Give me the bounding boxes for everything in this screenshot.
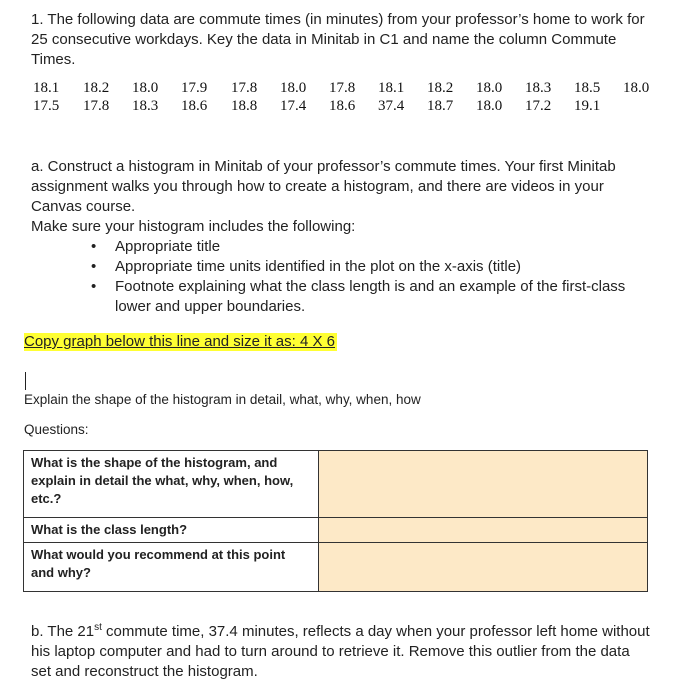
- data-value: 18.5: [574, 80, 601, 96]
- table-row: [24, 518, 648, 543]
- answer-cell[interactable]: [319, 543, 648, 592]
- data-value: 17.8: [329, 80, 356, 96]
- part-b-text-start: b. The 21: [31, 623, 95, 640]
- table-row: [24, 451, 648, 518]
- data-value: 18.1: [33, 80, 60, 96]
- requirements-list: [31, 237, 651, 317]
- data-value: 18.6: [329, 98, 356, 114]
- data-value: 18.0: [280, 80, 307, 96]
- data-value: 17.5: [33, 98, 60, 114]
- data-value: 18.1: [378, 80, 405, 96]
- data-value: 17.4: [280, 98, 307, 114]
- data-value: 18.0: [476, 80, 503, 96]
- data-value: 18.2: [83, 80, 110, 96]
- bullet-item: • Appropriate title: [31, 237, 651, 257]
- data-value: 18.6: [181, 98, 208, 114]
- question-cell: What is the class length?: [24, 518, 319, 543]
- ordinal-suffix: st: [94, 622, 102, 633]
- data-value: 17.2: [525, 98, 552, 114]
- data-value: 18.0: [476, 98, 503, 114]
- data-value: 18.8: [231, 98, 258, 114]
- highlighted-copy-instruction: Copy graph below this line and size it as: 4 X 6: [24, 333, 336, 350]
- data-value: 19.1: [574, 98, 601, 114]
- data-value: 18.3: [525, 80, 552, 96]
- table-row: [24, 543, 648, 592]
- questions-table: [23, 450, 648, 592]
- data-value: 18.0: [623, 80, 650, 96]
- part-b-text-end: commute time, 37.4 minutes, reflects a day when your professor left home without his laptop computer and had to turn around to retrieve it. Remove this outlier from the data set and reconstruct the histogram.: [31, 623, 650, 680]
- data-value: 18.7: [427, 98, 454, 114]
- bullet-item: • Appropriate time units identified in the plot on the x-axis (title): [31, 257, 651, 277]
- question-cell: What is the shape of the histogram, and explain in detail the what, why, when, how, etc.?: [24, 451, 319, 518]
- question-cell: What would you recommend at this point and why?: [24, 543, 319, 592]
- questions-label: Questions:: [24, 422, 89, 437]
- data-value: 18.0: [132, 80, 159, 96]
- bullet-item: • Footnote explaining what the class length is and an example of the first-class lower and upper boundaries.: [31, 277, 651, 317]
- question-1-text: 1. The following data are commute times (in minutes) from your professor’s home to work for 25 consecutive workdays. Key the data in Minitab in C1 and name the column Commute Times.: [31, 11, 645, 68]
- part-a-instruction: Make sure your histogram includes the following:: [31, 218, 356, 235]
- data-value: 17.9: [181, 80, 208, 96]
- part-a-section: [31, 157, 651, 317]
- data-value: 37.4: [378, 98, 405, 114]
- explain-prompt: Explain the shape of the histogram in detail, what, why, when, how: [24, 392, 421, 407]
- answer-cell[interactable]: [319, 451, 648, 518]
- part-b-section: [31, 622, 651, 682]
- text-cursor[interactable]: [25, 372, 26, 390]
- part-a-text: a. Construct a histogram in Minitab of your professor’s commute times. Your first Minitab assignment walks you through how to create a histogram, and there are videos in your Canvas course.: [31, 158, 616, 215]
- data-value: 17.8: [231, 80, 258, 96]
- answer-cell[interactable]: [319, 518, 648, 543]
- data-value: 17.8: [83, 98, 110, 114]
- data-value: 18.2: [427, 80, 454, 96]
- data-value: 18.3: [132, 98, 159, 114]
